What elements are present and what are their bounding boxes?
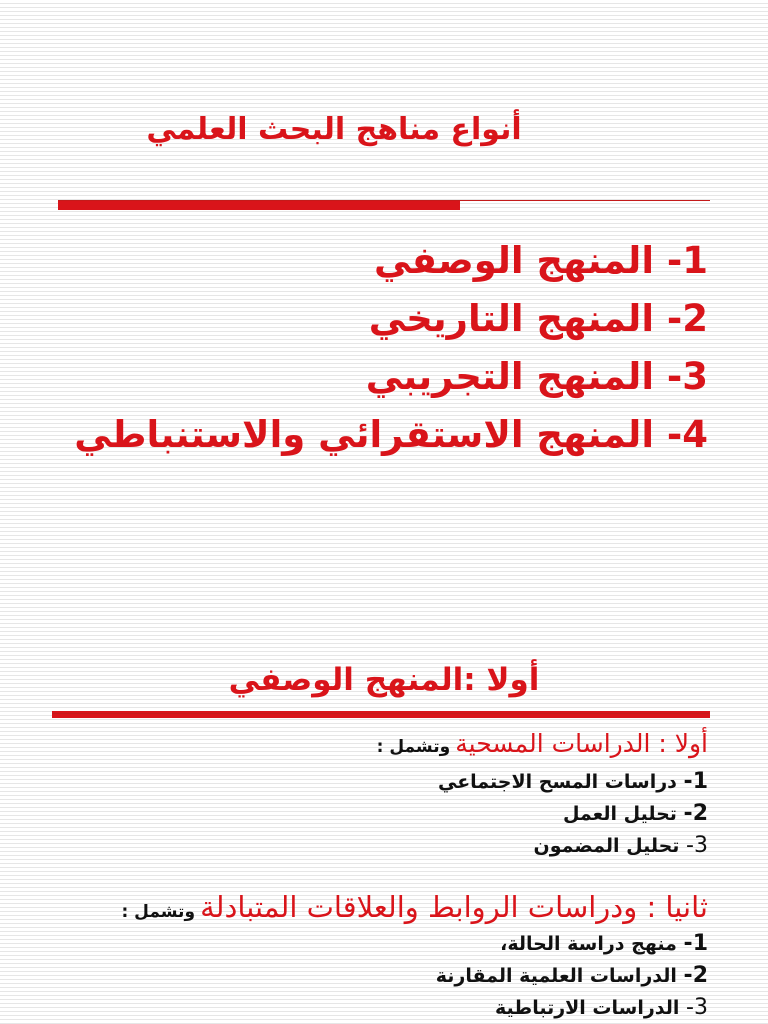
subsection1-heading bbox=[48, 726, 708, 765]
item-number: 3- bbox=[686, 833, 708, 858]
section-title: أولا :المنهج الوصفي bbox=[228, 662, 540, 698]
method-item: 3- المنهج التجريبي bbox=[365, 355, 708, 398]
item-text: الدراسات الارتباطية bbox=[495, 997, 680, 1019]
subsection2-label: ثانيا : ودراسات الروابط والعلاقات المتبادلة bbox=[200, 890, 708, 924]
subsection2-items bbox=[108, 928, 708, 1024]
list-item bbox=[108, 798, 708, 830]
title-rule-thick bbox=[58, 201, 460, 210]
item-number: 2- bbox=[683, 963, 708, 988]
item-number: 1- bbox=[683, 769, 708, 794]
subsection2-suffix: وتشمل : bbox=[121, 902, 196, 922]
list-item bbox=[108, 992, 708, 1024]
item-number: 3- bbox=[686, 995, 708, 1020]
list-item bbox=[108, 830, 708, 862]
item-text: تحليل العمل bbox=[562, 803, 677, 825]
subsection2-heading bbox=[48, 887, 708, 932]
section-rule-thin bbox=[52, 713, 710, 714]
list-item bbox=[108, 960, 708, 992]
list-item bbox=[108, 766, 708, 798]
item-number: 2- bbox=[683, 801, 708, 826]
methods-list bbox=[74, 232, 708, 464]
item-number: 1- bbox=[683, 931, 708, 956]
item-text: الدراسات العلمية المقارنة bbox=[435, 965, 677, 987]
method-item: 4- المنهج الاستقرائي والاستنباطي bbox=[74, 413, 708, 456]
method-item: 2- المنهج التاريخي bbox=[368, 297, 708, 340]
item-text: دراسات المسح الاجتماعي bbox=[437, 771, 677, 793]
item-text: منهج دراسة الحالة، bbox=[500, 933, 677, 955]
item-text: تحليل المضمون bbox=[533, 835, 680, 857]
method-item: 1- المنهج الوصفي bbox=[373, 239, 708, 282]
subsection1-label: أولا : الدراسات المسحية bbox=[455, 729, 708, 758]
subsection1-items bbox=[108, 766, 708, 862]
subsection1-suffix: وتشمل : bbox=[376, 737, 451, 757]
slide-title: أنواع مناهج البحث العلمي bbox=[146, 112, 522, 147]
list-item bbox=[108, 928, 708, 960]
